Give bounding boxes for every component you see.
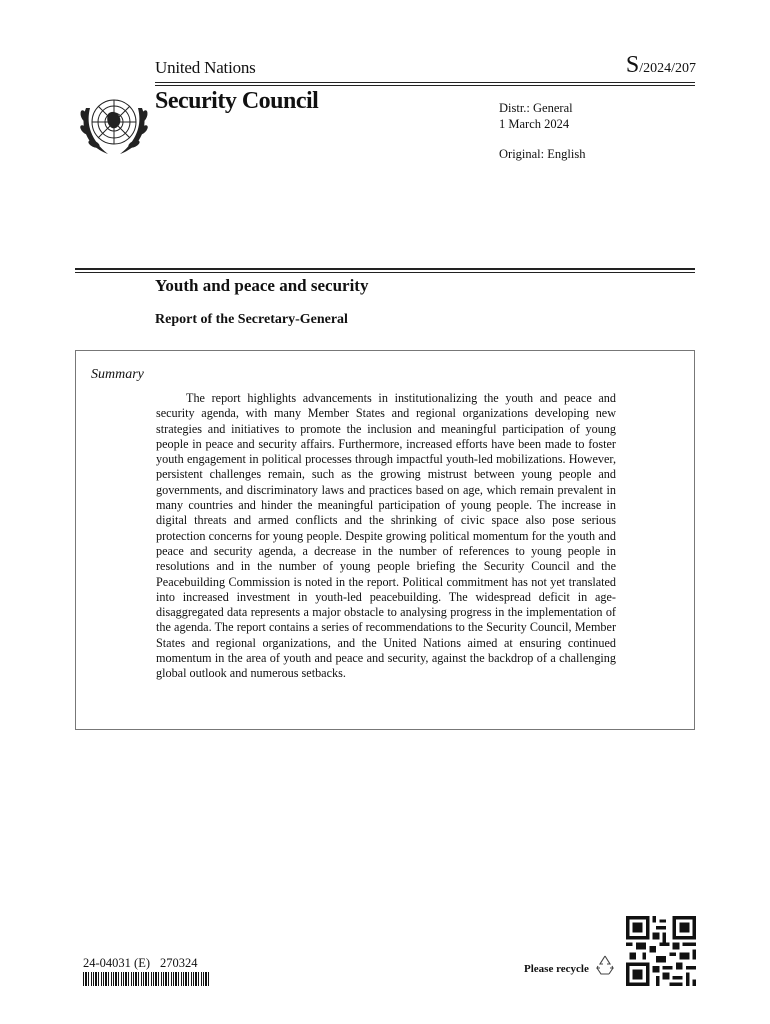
original-language: Original: English bbox=[499, 147, 586, 161]
summary-text: The report highlights advancements in institutionalizing the youth and peace and security agenda, with many Member States and regional organizations developing new strategies and initiatives to promote the inclusion and meaningful participation of young people in peace and security affairs. Furthermore, increased efforts have been made to foster youth engagement in political processes through impactful youth-led mobilizations. However, persistent challenges remain, such as the growing mistrust between young people and governments, and discriminatory laws and practices based on age, which remain prevalent in many countries and hinder the meaningful participation of young people. The increase in digital threats and armed conflicts and the shrinking of civic space also pose serious protection concerns for young people. Despite growing political momentum for the youth and peace and security agenda, a decrease in the number of references to young people in resolutions and in the number of young people briefing the Security Council and the Peacebuilding Commission is noted in the report. Political commitment has not yet translated into increased investment in youth-led peacebuilding. The widespread deficit in age-disaggregated data represents a major obstacle to analysing progress in the implementation of the agenda. The report contains a series of recommendations to the Security Council, Member States and regional organizations, and the United Nations aimed at ensuring continued momentum in the area of youth and peace and security, against the backdrop of a challenging global outlook and numerous setbacks. bbox=[156, 391, 616, 681]
organization-name: United Nations bbox=[155, 58, 256, 77]
document-subtitle: Report of the Secretary-General bbox=[155, 312, 348, 327]
distribution-type: Distr.: General bbox=[499, 101, 573, 115]
summary-box bbox=[75, 350, 695, 730]
summary-heading: Summary bbox=[91, 367, 144, 382]
recycle-label: Please recycle bbox=[524, 963, 589, 975]
distribution-block bbox=[499, 100, 585, 162]
job-number-code: 24-04031 (E) bbox=[83, 956, 150, 970]
un-emblem-icon bbox=[78, 88, 150, 160]
job-number-date: 270324 bbox=[160, 956, 198, 970]
barcode-icon bbox=[83, 972, 211, 986]
title-rule bbox=[75, 268, 695, 273]
symbol-suffix: /2024/207 bbox=[639, 61, 696, 76]
job-number bbox=[83, 956, 198, 971]
security-council-title: Security Council bbox=[155, 88, 319, 114]
qr-code-icon bbox=[626, 915, 696, 987]
symbol-prefix: S bbox=[625, 52, 640, 78]
document-date: 1 March 2024 bbox=[499, 117, 570, 131]
document-symbol bbox=[626, 52, 696, 79]
document-title: Youth and peace and security bbox=[155, 276, 369, 295]
recycle-icon bbox=[593, 953, 617, 977]
header-rule bbox=[155, 82, 695, 86]
